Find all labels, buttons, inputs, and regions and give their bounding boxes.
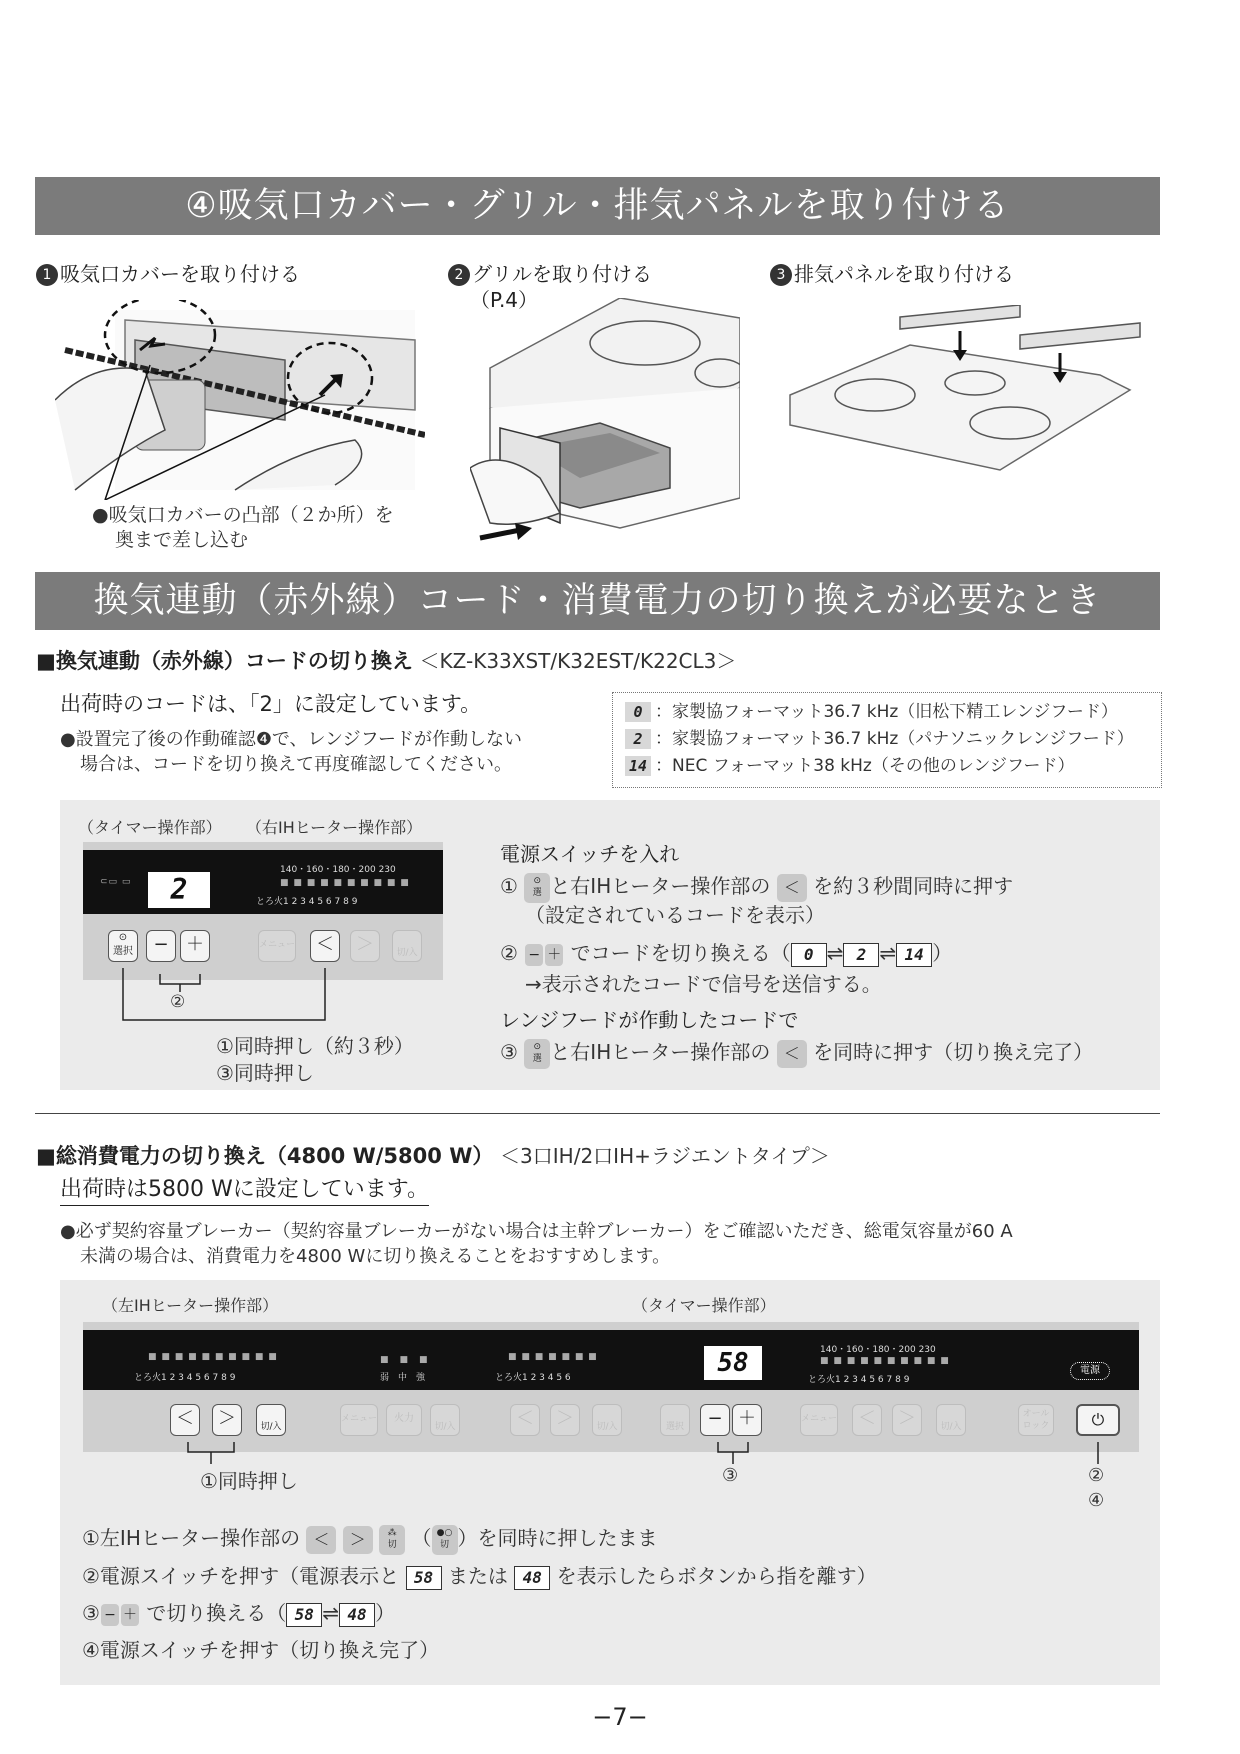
instr-step-1: ① ⊙ 選 と右IHヒーター操作部の ＜ を約３秒間同時に押す [500,870,1013,903]
indicator-dots-center: ■ ■ ■ ■ ■ ■ ■ [508,1352,598,1362]
select-icon: ⊙ 選 [524,1039,550,1069]
select-button[interactable]: ⊙ 選択 [108,930,138,962]
intake-note-line1: ●吸気口カバーの凸部（２か所）を [92,504,394,526]
plus-icon: ＋ [545,944,563,966]
power-step-1: ①左IHヒーター操作部の ＜ ＞ ⁂ 切 （ ●○ 切 ）を同時に押したまま [82,1522,658,1555]
grill-illustration [470,298,740,548]
right-button-icon: ＞ [343,1526,373,1554]
callout-2-power: ② [1088,1465,1105,1486]
power-factory-setting: 出荷時は5800 Wに設定しています。 [60,1175,429,1206]
callout-4-power: ④ [1088,1490,1105,1511]
ir-note-line1: ●設置完了後の作動確認❹で、レンジフードが作動しない [60,729,523,750]
code-row: 2 ：家製協フォーマット36.7 kHz（パナソニックレンジフード） [625,726,1149,753]
code-row: 14 ：NEC フォーマット38 kHz（その他のレンジフード） [625,753,1149,780]
ir-code-heading: ■換気連動（赤外線）コードの切り換え ＜KZ-K33XST/K32EST/K22CL3＞ [36,649,737,673]
instr-heading-2: レンジフードが作動したコードで [500,1008,799,1032]
center-left-button[interactable]: ＜ [510,1404,540,1436]
power-heading: ■総消費電力の切り換え（4800 W/5800 W） ＜3口IH/2口IH+ラジエントタイプ＞ [36,1144,830,1168]
select-icon: ⊙ 選 [524,873,550,903]
indicator-dots-left: ■ ■ ■ ■ ■ ■ ■ ■ ■ ■ [148,1352,278,1362]
on-off-icon-alt: ●○ 切 [432,1525,458,1555]
power-step-2: ②電源スイッチを押す（電源表示と 58 または 48 を表示したらボタンから指を離す） [82,1564,877,1588]
all-lock-button[interactable]: オール ロック [1018,1404,1054,1436]
temp-scale-2: 140・160・180・200 230 [820,1345,936,1355]
grill-on-off-button[interactable]: 切/入 [430,1404,460,1436]
power-note-line2: 未満の場合は、消費電力を4800 Wに切り換えることをおすすめします。 [80,1246,671,1267]
left-button-icon: ＜ [777,1040,807,1068]
plus-button[interactable]: ＋ [180,930,210,962]
plus-icon: ＋ [121,1604,139,1626]
left-menu-button[interactable]: メニュー [340,1404,378,1436]
minus-icon: − [101,1604,119,1626]
page-number: −7− [592,1703,648,1731]
ir-factory-setting: 出荷時のコードは、「2」に設定しています。 [60,692,482,716]
left-ih-right-button[interactable]: ＞ [212,1404,242,1436]
minus-icon: − [525,944,543,966]
intake-note-line2: 奥まで差し込む [115,529,249,551]
callout-1: ①同時押し（約３秒） [216,1034,414,1058]
heat-levels-left: とろ火1 2 3 4 5 6 7 8 9 [134,1373,236,1383]
right-on-off-button[interactable]: 切/入 [936,1404,966,1436]
callout-2: ② [170,992,186,1012]
power-display: 58 [704,1346,762,1380]
right-button[interactable]: ＞ [350,930,380,962]
callout-lines-2 [170,1438,1120,1478]
center-on-off-button[interactable]: 切/入 [592,1404,622,1436]
callout-1-power: ①同時押し [200,1469,298,1493]
step-2-subtitle: （P.4） [470,288,539,312]
intake-cover-illustration [55,300,425,500]
power-step-4: ④電源スイッチを押す（切り換え完了） [82,1638,440,1662]
indicator-dots: ■ ■ ■ ■ ■ ■ ■ ■ ■ ■ [280,878,410,888]
callout-3-power: ③ [722,1465,739,1486]
code-row: 0 ：家製協フォーマット36.7 kHz（旧松下精工レンジフード） [625,699,1149,726]
exhaust-panel-illustration [770,305,1150,475]
left-button-icon: ＜ [777,874,807,902]
instr-step-2-sub: →表示されたコードで信号を送信する。 [525,972,882,996]
callout-3: ③同時押し [216,1061,314,1085]
power-step-3: ③ − ＋ で切り換える（ 58 ⇌ 48 ） [82,1601,396,1625]
on-off-button[interactable]: 切/入 [392,930,422,962]
instr-step-1-sub: （設定されているコードを表示） [525,903,825,927]
power-note-line1: ●必ず契約容量ブレーカー（契約容量ブレーカーがない場合は主幹ブレーカー）をご確認いただき、総電気容量が60 A [60,1221,1013,1242]
ir-note-line2: 場合は、コードを切り換えて再度確認してください。 [80,754,512,775]
menu-button[interactable]: メニュー [258,930,296,962]
step-1-title: 1 吸気口カバーを取り付ける [36,258,300,287]
step-number: 2 [448,264,470,286]
indicator-dots-right: ■ ■ ■ ■ ■ ■ ■ ■ ■ ■ [820,1356,950,1366]
timer-panel-label: （タイマー操作部） [78,818,222,837]
left-button-icon: ＜ [306,1526,336,1554]
power-indicator: 電源 [1070,1362,1110,1380]
timer-select-button[interactable]: 選択 [660,1404,690,1436]
center-right-button[interactable]: ＞ [550,1404,580,1436]
power-switch[interactable] [1076,1404,1120,1436]
instr-heading-1: 電源スイッチを入れ [500,842,680,866]
right-left-button[interactable]: ＜ [852,1404,882,1436]
left-ih-panel-label: （左IHヒーター操作部） [102,1296,279,1315]
timer-minus-button[interactable]: − [700,1404,730,1436]
section-banner-install: ④吸気口カバー・グリル・排気パネルを取り付ける [35,177,1160,235]
left-ih-on-off-button[interactable]: 切/入 [256,1404,286,1436]
left-ih-left-button[interactable]: ＜ [170,1404,200,1436]
section-divider [35,1113,1160,1114]
code-display: 2 [148,872,210,908]
timer-icons: ⊂▭ ▭ [100,877,132,887]
mid-levels: 弱 中 強 [380,1373,426,1383]
timer-plus-button[interactable]: ＋ [732,1404,762,1436]
instr-step-3: ③ ⊙ 選 と右IHヒーター操作部の ＜ を同時に押す（切り換え完了） [500,1036,1093,1069]
step-3-title: 3 排気パネルを取り付ける [770,258,1014,287]
fire-button[interactable]: 火力 [386,1404,422,1436]
minus-button[interactable]: − [146,930,176,962]
left-button[interactable]: ＜ [310,930,340,962]
timer-panel-label-2: （タイマー操作部） [632,1296,776,1315]
section-banner-switch: 換気連動（赤外線）コード・消費電力の切り換えが必要なとき [35,572,1160,630]
step-number: 3 [770,264,792,286]
instr-step-2: ② − ＋ でコードを切り換える（ 0 ⇌ 2 ⇌ 14 ） [500,941,953,965]
temp-scale: 140・160・180・200 230 [280,865,396,875]
heat-levels: とろ火1 2 3 4 5 6 7 8 9 [256,897,358,907]
right-ih-panel-label: （右IHヒーター操作部） [246,818,423,837]
heat-levels-center: とろ火1 2 3 4 5 6 [495,1373,571,1383]
on-off-icon: ⁂ 切 [379,1525,405,1555]
right-right-button[interactable]: ＞ [892,1404,922,1436]
callout-lines [100,960,340,1022]
step-2-title: 2 グリルを取り付ける [448,258,652,287]
heat-levels-right: とろ火1 2 3 4 5 6 7 8 9 [808,1375,910,1385]
ir-code-list [612,692,1162,788]
power-icon: ⏻ [1091,1410,1105,1429]
step-number: 1 [36,264,58,286]
indicator-dots-mid: ■ ■ ■ [380,1355,429,1365]
right-menu-button[interactable]: メニュー [800,1404,838,1436]
